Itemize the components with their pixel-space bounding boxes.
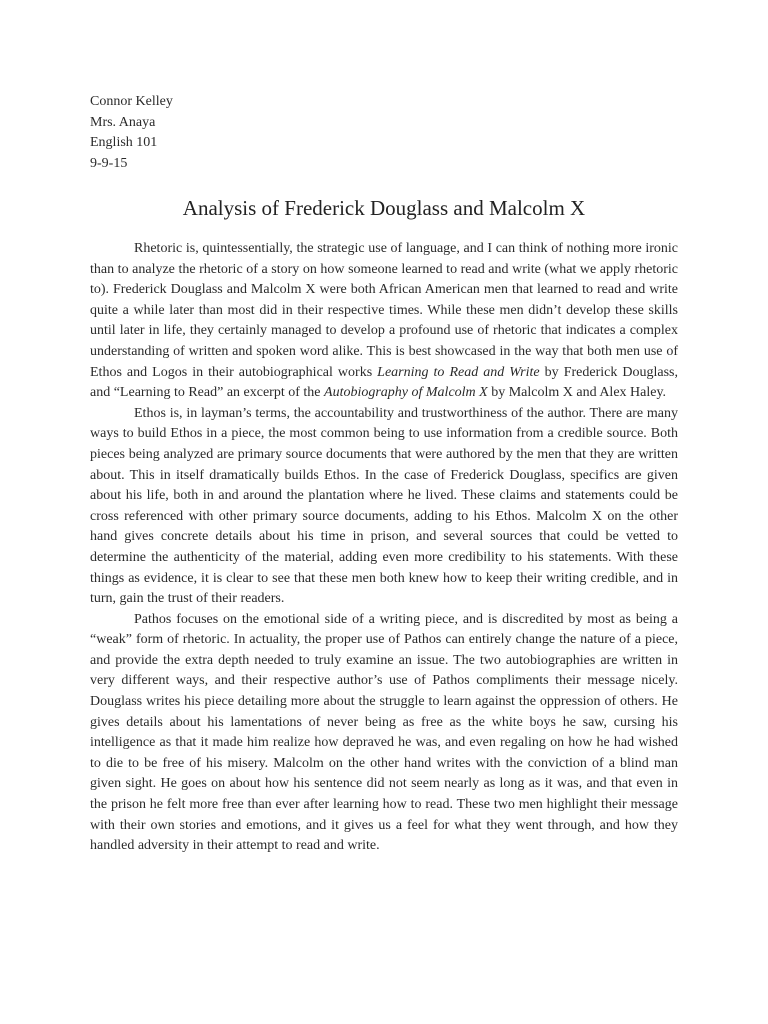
course-name: English 101 <box>90 135 158 150</box>
paragraph-text: Ethos is, in layman’s terms, the accountability and trustworthiness of the author. There are many ways to build Ethos in a piece, the most common being to use information from a credible source. Both pieces being analyzed are primary source documents that were authored by the men that they are written about. This in itself dramatically builds Ethos. In the case of Frederick Douglass, specifics are given about his life, both in and around the plantation where he lived. These claims and statements could be cross referenced with other primary source documents, adding to his Ethos. Malcolm X on the other hand gives concrete details about his time in prison, and several sources that could be vetted to determine the authenticity of the material, adding even more credibility to his statements. With these things as evidence, it is clear to see that these men both knew how to keep their writing credible, and in turn, gain the trust of their readers. <box>90 405 678 607</box>
italic-title-text: Autobiography of Malcolm X <box>324 385 488 401</box>
body-paragraph <box>90 610 678 857</box>
paragraph-text: Pathos focuses on the emotional side of a writing piece, and is discredited by most as being a “weak” form of rhetoric. In actuality, the proper use of Pathos can entirely change the nature of a piece, and provide the extra depth needed to truly examine an issue. The two autobiographies are written in very different ways, and their respective author’s use of Pathos compliments their message nicely. Douglass writes his piece detailing more about the struggle to learn against the oppression of others. He gives details about his lamentations of never being as free as the white boys he saw, cursing his intelligence as that it made him realize how depraved he was, and even regaling on how he had wished to die to be free of his misery. Malcolm on the other hand writes with the conviction of a blind man given sight. He goes on about how his sentence did not seem nearly as long as it was, and that even in the prison he felt more free than ever after learning how to read. These two men highlight their message with their own stories and emotions, and it gives us a feel for what they went through, and how they handled adversity in their attempt to read and write. <box>90 611 678 854</box>
body-paragraph <box>90 404 678 610</box>
essay-body <box>90 239 678 857</box>
paragraph-text: by Malcolm X and Alex Haley. <box>487 385 667 401</box>
paragraph-text: by Frederick Douglass, and “Learning to Read” an excerpt of the <box>90 364 678 401</box>
italic-title-text: Learning to Read and Write <box>377 364 540 380</box>
body-paragraph <box>90 239 678 404</box>
essay-title: Analysis of Frederick Douglass and Malcolm X <box>182 196 586 220</box>
essay-date: 9-9-15 <box>90 155 128 171</box>
author-name: Connor Kelley <box>90 94 173 109</box>
document-page <box>90 92 678 857</box>
instructor-name: Mrs. Anaya <box>90 114 156 130</box>
paragraph-text: Rhetoric is, quintessentially, the strategic use of language, and I can think of nothing more ironic than to analyze the rhetoric of a story on how someone learned to read and write (what we apply rhetoric to). Frederick Douglass and Malcolm X were both African American men that learned to read and write quite a while later than most did in their respective times. While these men didn’t develop these skills until later in life, they certainly managed to develop a profound use of rhetoric that indicates a complex understanding of written and spoken word alike. This is best showcased in the way that both men use of Ethos and Logos in their autobiographical works <box>90 241 678 380</box>
